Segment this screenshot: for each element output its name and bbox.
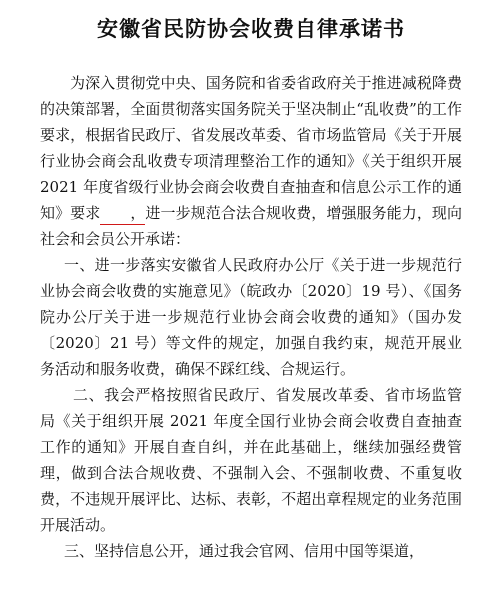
commitment-item-3: 三、坚持信息公开，通过我会官网、信用中国等渠道， (64, 542, 425, 560)
intro-text-a: 为深入贯彻党中央、国务院和省委省政府关于推进减税降费的决策部署，全面贯彻落实国务院关于坚决制止“乱收费”的工作要求，根据省民政厅、省发展改革委、省市场监管局《关于开展行业协会商会乱收费专项清理整治工作的通知》《关于组织开展 2021 年度省级行业协会商会收费自查抽查和信息公示工作的通知》要求 (40, 74, 462, 222)
intro-paragraph (40, 70, 462, 252)
red-underline-mark (100, 200, 145, 226)
document-title: 安徽省民防协会收费自律承诺书 (97, 17, 405, 41)
commitment-item-1: 一、进一步落实安徽省人民政府办公厅《关于进一步规范行业协会商会收费的实施意见》（皖政办〔2020〕19 号）、《国务院办公厅关于进一步规范行业协会商会收费的通知》（国办发〔2020〕21 号）等文件的规定，加强自我约束，规范开展业务活动和服务收费，确保不踩红线、合规运行。 (40, 256, 462, 378)
commitment-item-2: 二、我会严格按照省民政厅、省发展改革委、省市场监管局《关于组织开展 2021 年度全国行业协会商会收费自查抽查工作的通知》开展自查自纠，并在此基础上，继续加强经费管理，做到合法合规收费、不强制入会、不强制收费、不重复收费，不违规开展评比、达标、表彰，不超出章程规定的业务范围开展活动。 (40, 386, 462, 534)
red-underline (100, 224, 145, 226)
intro-mark-text: ， (130, 204, 146, 222)
intro-text-b: 进一步规范合法合规收费，增强服务能力，现向社会和会员公开承诺： (40, 204, 462, 248)
